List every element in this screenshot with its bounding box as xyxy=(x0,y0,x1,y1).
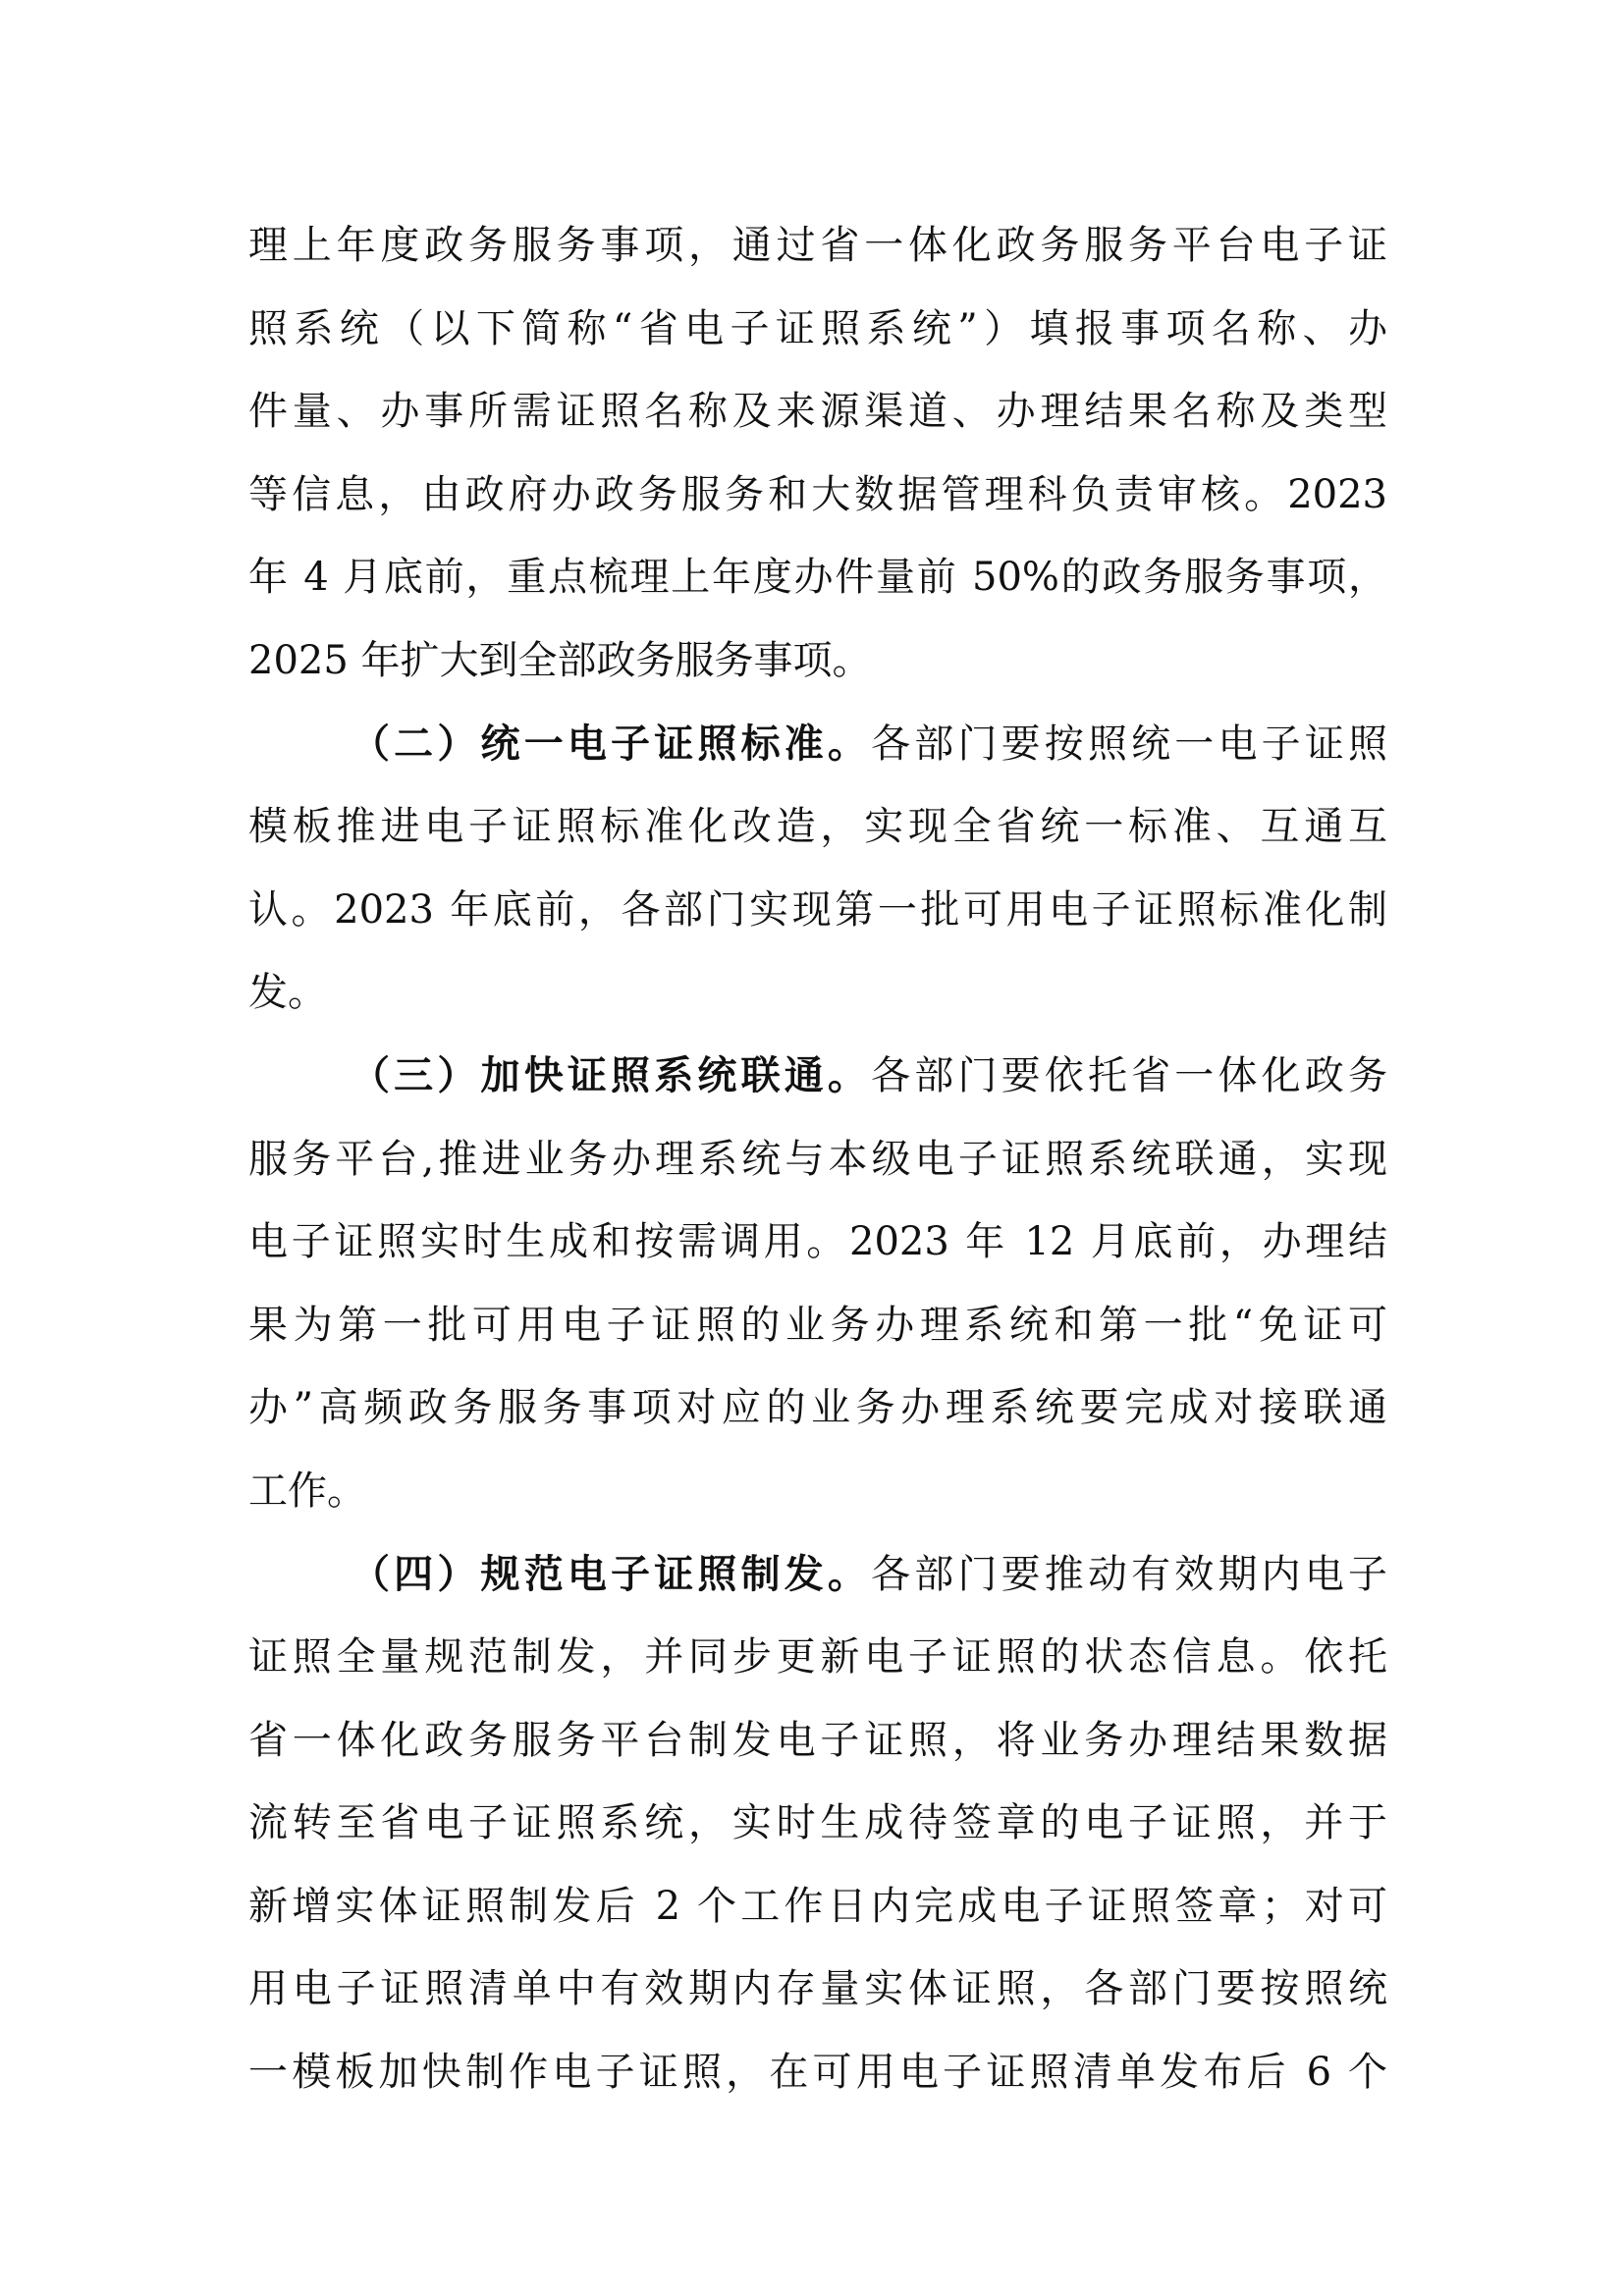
paragraph-3-line-3: 电子证照实时生成和按需调用。2023 年 12 月底前，办理结 xyxy=(248,1219,1387,1265)
section-heading-3: （三）加快证照系统联通。 xyxy=(351,1051,872,1098)
paragraph-4-line-6: 用电子证照清单中有效期内存量实体证照，各部门要按照统 xyxy=(248,1966,1387,2012)
paragraph-2-line-4: 发。 xyxy=(248,970,327,1016)
paragraph-1-line-6: 2025 年扩大到全部政务服务事项。 xyxy=(248,637,872,683)
paragraph-4-line-4: 流转至省电子证照系统，实时生成待签章的电子证照，并于 xyxy=(248,1800,1387,1846)
section-heading-4: （四）规范电子证照制发。 xyxy=(351,1550,872,1597)
section-heading-2: （二）统一电子证照标准。 xyxy=(351,720,872,767)
paragraph-2-line-1-text: 各部门要按照统一电子证照 xyxy=(871,721,1387,767)
paragraph-4-line-1 xyxy=(248,1533,1387,1617)
paragraph-3-line-2: 服务平台,推进业务办理系统与本级电子证照系统联通，实现 xyxy=(248,1136,1387,1182)
paragraph-2-line-3: 认。2023 年底前，各部门实现第一批可用电子证照标准化制 xyxy=(248,886,1387,933)
paragraph-3-line-5: 办”高频政务服务事项对应的业务办理系统要完成对接联通 xyxy=(248,1385,1387,1431)
paragraph-3-line-4: 果为第一批可用电子证照的业务办理系统和第一批“免证可 xyxy=(248,1302,1387,1348)
paragraph-2-line-2: 模板推进电子证照标准化改造，实现全省统一标准、互通互 xyxy=(248,804,1387,850)
paragraph-2-line-1 xyxy=(248,703,1387,786)
paragraph-4-line-1-text: 各部门要推动有效期内电子 xyxy=(871,1551,1387,1597)
paragraph-4-line-2: 证照全量规范制发，并同步更新电子证照的状态信息。依托 xyxy=(248,1634,1387,1681)
paragraph-1-line-1: 理上年度政务服务事项，通过省一体化政务服务平台电子证 xyxy=(248,223,1387,268)
paragraph-1-line-2: 照系统（以下简称“省电子证照系统”）填报事项名称、办 xyxy=(248,305,1387,351)
paragraph-4-line-5: 新增实体证照制发后 2 个工作日内完成电子证照签章；对可 xyxy=(248,1883,1387,1929)
paragraph-3-line-6: 工作。 xyxy=(248,1468,366,1514)
paragraph-1-line-3: 件量、办事所需证照名称及来源渠道、办理结果名称及类型 xyxy=(248,389,1387,435)
paragraph-4-line-7: 一模板加快制作电子证照，在可用电子证照清单发布后 6 个 xyxy=(248,2050,1387,2096)
paragraph-1-line-5: 年 4 月底前，重点梳理上年度办件量前 50%的政务服务事项， xyxy=(248,555,1387,601)
paragraph-4-line-3: 省一体化政务服务平台制发电子证照，将业务办理结果数据 xyxy=(248,1717,1387,1763)
paragraph-3-line-1 xyxy=(248,1035,1387,1118)
paragraph-3-line-1-text: 各部门要依托省一体化政务 xyxy=(871,1052,1387,1098)
paragraph-1-line-4: 等信息，由政府办政务服务和大数据管理科负责审核。2023 xyxy=(248,471,1387,517)
document-body xyxy=(248,204,1387,2114)
